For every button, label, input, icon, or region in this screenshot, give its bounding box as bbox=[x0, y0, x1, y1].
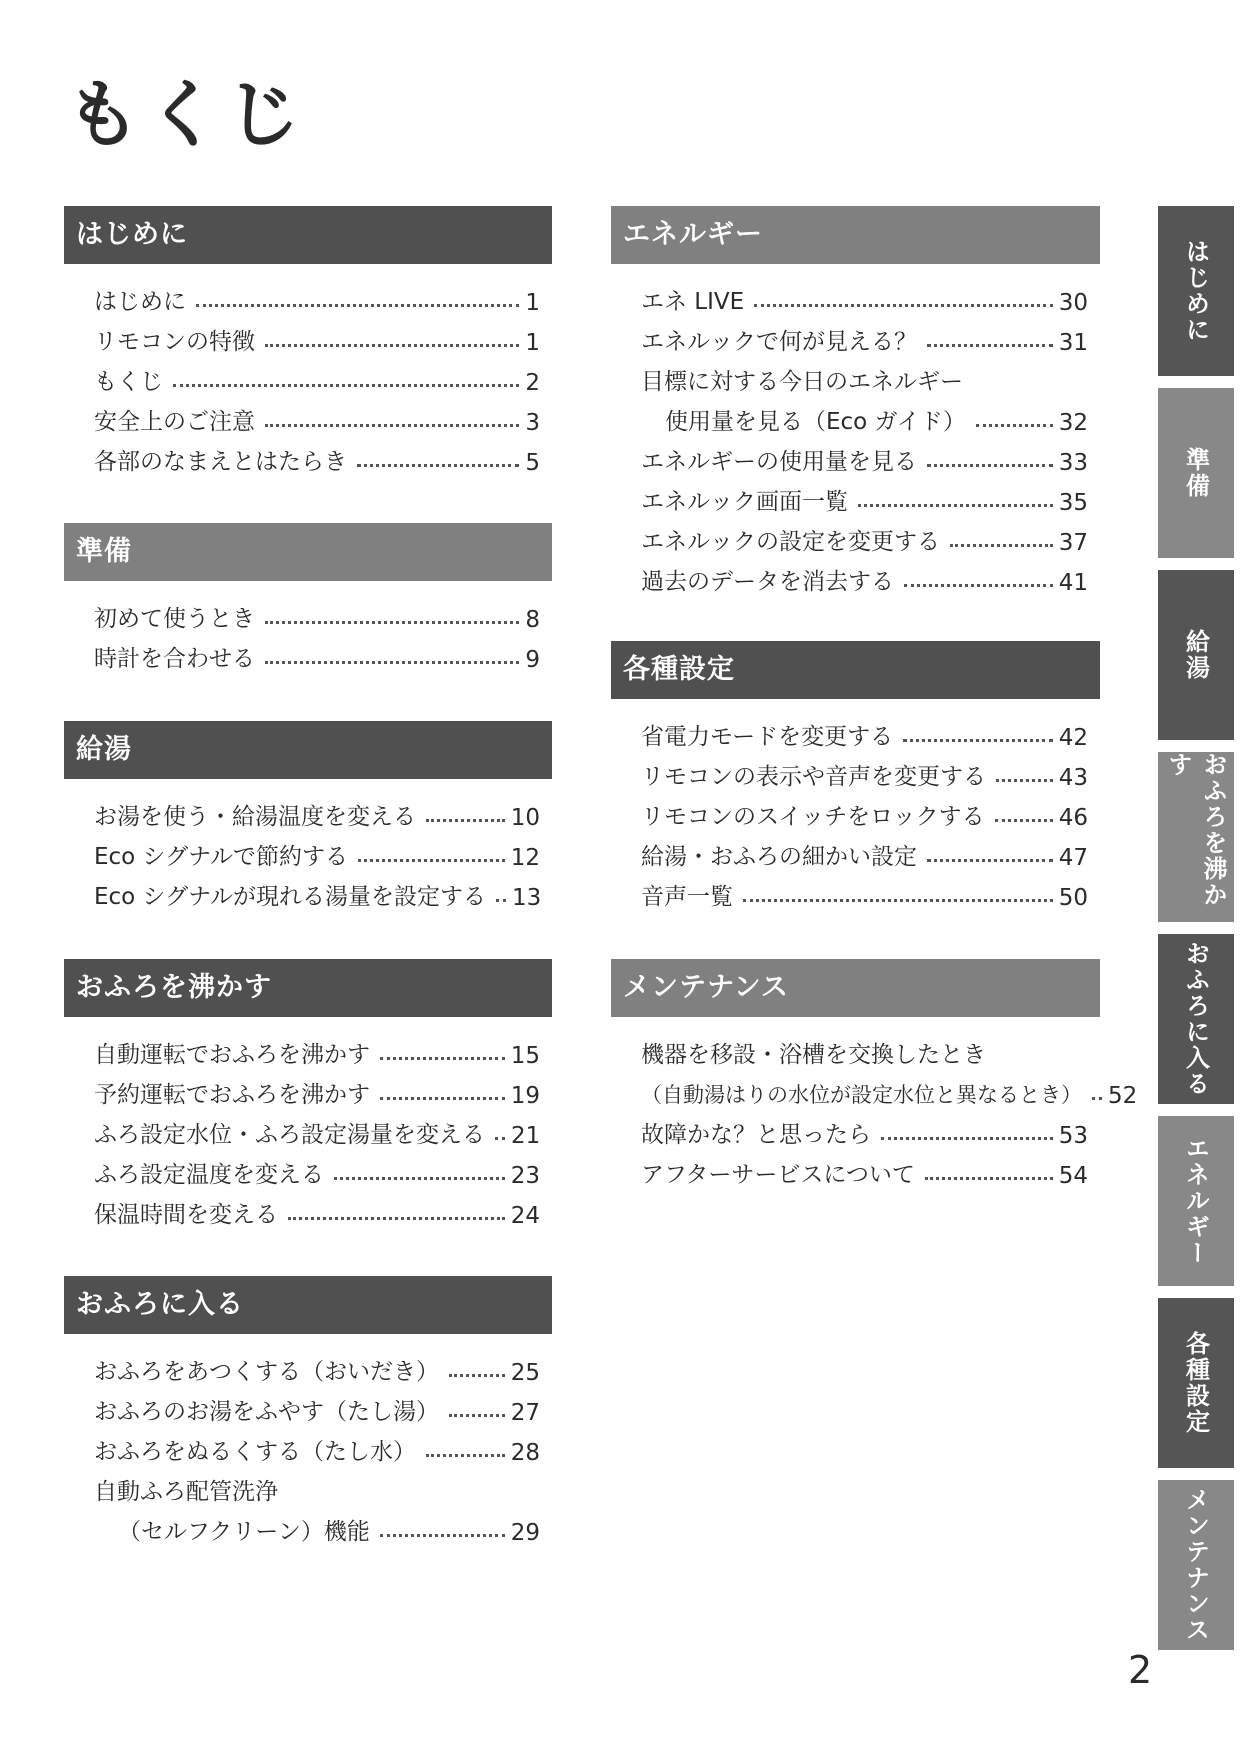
toc-entry[interactable] bbox=[64, 1346, 552, 1386]
toc-list bbox=[64, 1017, 552, 1229]
toc-entry[interactable] bbox=[64, 593, 552, 633]
tab-kyuto[interactable] bbox=[1158, 570, 1234, 740]
tab-label: 各種設定 bbox=[1181, 1331, 1210, 1435]
toc-label: リモコンの特徴 bbox=[94, 329, 255, 355]
tab-ofuro-wakasu[interactable] bbox=[1158, 752, 1234, 922]
leader-dots bbox=[996, 779, 1053, 782]
tab-ofuro-hairu[interactable] bbox=[1158, 934, 1234, 1104]
leader-dots bbox=[334, 1177, 505, 1180]
leader-dots bbox=[173, 384, 519, 387]
toc-label: （自動湯はりの水位が設定水位と異なるとき） bbox=[641, 1083, 1082, 1107]
toc-page: 47 bbox=[1058, 845, 1088, 871]
leader-dots bbox=[496, 899, 506, 902]
toc-label: おふろをあつくする（おいだき） bbox=[94, 1359, 439, 1385]
toc-label: 故障かな？と思ったら bbox=[641, 1122, 871, 1148]
toc-page: 31 bbox=[1058, 330, 1088, 356]
toc-entry[interactable] bbox=[611, 316, 1100, 356]
toc-entry[interactable] bbox=[611, 871, 1100, 911]
leader-dots bbox=[358, 859, 505, 862]
toc-page: 28 bbox=[510, 1440, 540, 1466]
toc-entry[interactable] bbox=[611, 791, 1100, 831]
toc-label: 目標に対する今日のエネルギー bbox=[641, 369, 963, 395]
toc-page: 46 bbox=[1058, 805, 1088, 831]
section-header: メンテナンス bbox=[611, 959, 1100, 1017]
toc-entry[interactable] bbox=[611, 516, 1100, 556]
page-number: 2 bbox=[1128, 1648, 1153, 1692]
leader-dots bbox=[754, 304, 1053, 307]
toc-entry[interactable] bbox=[64, 356, 552, 396]
leader-dots bbox=[1092, 1097, 1102, 1100]
leader-dots bbox=[927, 344, 1053, 347]
toc-page: 30 bbox=[1058, 290, 1088, 316]
toc-entry[interactable] bbox=[611, 831, 1100, 871]
tab-label: 準備 bbox=[1181, 447, 1210, 499]
toc-page: 5 bbox=[525, 450, 540, 476]
toc-entry[interactable] bbox=[64, 1029, 552, 1069]
section-header: おふろに入る bbox=[64, 1276, 552, 1334]
toc-label: （セルフクリーン）機能 bbox=[118, 1519, 370, 1545]
section-header: おふろを沸かす bbox=[64, 959, 552, 1017]
toc-label: おふろのお湯をふやす（たし湯） bbox=[94, 1399, 439, 1425]
leader-dots bbox=[903, 739, 1053, 742]
toc-label: お湯を使う・給湯温度を変える bbox=[94, 804, 416, 830]
toc-label: エネルギーの使用量を見る bbox=[641, 449, 917, 475]
toc-label: おふろをぬるくする（たし水） bbox=[94, 1439, 416, 1465]
leader-dots bbox=[976, 424, 1053, 427]
toc-entry[interactable] bbox=[64, 633, 552, 673]
toc-entry[interactable] bbox=[611, 396, 1100, 436]
toc-page: 15 bbox=[510, 1043, 540, 1069]
toc-entry[interactable] bbox=[611, 711, 1100, 751]
toc-label: ふろ設定温度を変える bbox=[94, 1162, 324, 1188]
toc-label: 給湯・おふろの細かい設定 bbox=[641, 844, 917, 870]
toc-label: 自動ふろ配管洗浄 bbox=[94, 1479, 278, 1505]
toc-label: アフターサービスについて bbox=[641, 1162, 915, 1188]
toc-page: 12 bbox=[510, 845, 540, 871]
tab-maintenance[interactable] bbox=[1158, 1480, 1234, 1650]
toc-label: エネルック画面一覧 bbox=[641, 489, 848, 515]
section-kyuto bbox=[64, 721, 552, 911]
toc-entry[interactable] bbox=[64, 1149, 552, 1189]
toc-entry[interactable] bbox=[64, 871, 552, 911]
toc-page: 24 bbox=[510, 1203, 540, 1229]
leader-dots bbox=[426, 1454, 505, 1457]
toc-page: 37 bbox=[1058, 530, 1088, 556]
toc-label: エネルックの設定を変更する bbox=[641, 529, 940, 555]
page-title: もくじ bbox=[66, 72, 306, 158]
toc-page: 2 bbox=[525, 370, 540, 396]
toc-label: Eco シグナルが現れる湯量を設定する bbox=[94, 884, 486, 910]
section-ofuro-wakasu bbox=[64, 959, 552, 1229]
tab-junbi[interactable] bbox=[1158, 388, 1234, 558]
toc-page: 1 bbox=[525, 330, 540, 356]
toc-page: 52 bbox=[1108, 1083, 1138, 1109]
leader-dots bbox=[995, 819, 1053, 822]
toc-entry[interactable] bbox=[611, 1149, 1100, 1189]
toc-entry[interactable] bbox=[64, 396, 552, 436]
section-header: はじめに bbox=[64, 206, 552, 264]
toc-label: エネルックで何が見える？ bbox=[641, 329, 917, 355]
toc-page: 54 bbox=[1058, 1163, 1088, 1189]
toc-page: 42 bbox=[1058, 725, 1088, 751]
toc-label: もくじ bbox=[94, 369, 163, 395]
toc-page: 8 bbox=[525, 607, 540, 633]
toc-list bbox=[64, 1334, 552, 1546]
tab-label: はじめに bbox=[1181, 239, 1210, 343]
toc-label: ふろ設定水位・ふろ設定湯量を変える bbox=[94, 1122, 485, 1148]
toc-entry[interactable] bbox=[64, 791, 552, 831]
section-hajimeni bbox=[64, 206, 552, 476]
toc-page: 3 bbox=[525, 410, 540, 436]
toc-label: 時計を合わせる bbox=[94, 646, 255, 672]
toc-entry[interactable] bbox=[611, 276, 1100, 316]
toc-label: エネ LIVE bbox=[641, 289, 745, 315]
tab-label: エネルギー bbox=[1181, 1136, 1210, 1266]
leader-dots bbox=[265, 344, 519, 347]
leader-dots bbox=[904, 584, 1053, 587]
leader-dots bbox=[950, 544, 1053, 547]
section-header: 給湯 bbox=[64, 721, 552, 779]
toc-entry[interactable] bbox=[611, 556, 1100, 596]
leader-dots bbox=[380, 1534, 505, 1537]
tab-label: おふろを沸かす bbox=[1164, 752, 1227, 908]
toc-page: 19 bbox=[510, 1083, 540, 1109]
toc-entry[interactable] bbox=[611, 751, 1100, 791]
tab-settings[interactable] bbox=[1158, 1298, 1234, 1468]
leader-dots bbox=[426, 819, 505, 822]
toc-entry[interactable] bbox=[611, 436, 1100, 476]
toc-entry[interactable] bbox=[64, 1426, 552, 1466]
leader-dots bbox=[927, 464, 1053, 467]
toc-entry[interactable] bbox=[64, 1386, 552, 1426]
toc-entry[interactable] bbox=[611, 1069, 1138, 1109]
toc-page: 35 bbox=[1058, 490, 1088, 516]
toc-label: リモコンの表示や音声を変更する bbox=[641, 764, 986, 790]
toc-list bbox=[64, 581, 552, 673]
toc-entry[interactable] bbox=[611, 356, 1100, 396]
toc-page: 25 bbox=[510, 1360, 540, 1386]
toc-entry[interactable] bbox=[64, 316, 552, 356]
toc-entry[interactable] bbox=[611, 476, 1100, 516]
toc-page: 1 bbox=[525, 290, 540, 316]
toc-label: リモコンのスイッチをロックする bbox=[641, 804, 985, 830]
leader-dots bbox=[380, 1097, 505, 1100]
leader-dots bbox=[925, 1177, 1053, 1180]
toc-label: 音声一覧 bbox=[641, 884, 733, 910]
toc-entry[interactable] bbox=[611, 1029, 1100, 1069]
toc-label: はじめに bbox=[94, 289, 186, 315]
toc-entry[interactable] bbox=[64, 1189, 552, 1229]
leader-dots bbox=[495, 1137, 505, 1140]
toc-label: 省電力モードを変更する bbox=[641, 724, 894, 750]
toc-label: 使用量を見る（Eco ガイド） bbox=[665, 409, 966, 435]
toc-label: 保温時間を変える bbox=[94, 1202, 278, 1228]
toc-label: 自動運転でおふろを沸かす bbox=[94, 1042, 370, 1068]
toc-entry[interactable] bbox=[64, 831, 552, 871]
toc-label: 初めて使うとき bbox=[94, 606, 255, 632]
leader-dots bbox=[357, 464, 519, 467]
toc-entry[interactable] bbox=[64, 436, 552, 476]
section-maintenance bbox=[611, 959, 1138, 1189]
toc-page: 9 bbox=[525, 647, 540, 673]
toc-entry[interactable] bbox=[64, 1109, 552, 1149]
toc-page: 41 bbox=[1058, 570, 1088, 596]
toc-label: 安全上のご注意 bbox=[94, 409, 255, 435]
toc-entry[interactable] bbox=[64, 1466, 552, 1506]
leader-dots bbox=[265, 424, 519, 427]
leader-dots bbox=[380, 1057, 505, 1060]
toc-label: 機器を移設・浴槽を交換したとき bbox=[641, 1042, 986, 1068]
toc-list bbox=[64, 779, 552, 911]
toc-page: 13 bbox=[511, 885, 542, 911]
leader-dots bbox=[881, 1137, 1053, 1140]
toc-entry[interactable] bbox=[64, 276, 552, 316]
toc-page: 21 bbox=[511, 1123, 541, 1149]
section-ofuro-hairu bbox=[64, 1276, 552, 1546]
toc-page: 53 bbox=[1058, 1123, 1088, 1149]
toc-page: 50 bbox=[1058, 885, 1088, 911]
toc-page: 32 bbox=[1058, 410, 1088, 436]
leader-dots bbox=[743, 899, 1053, 902]
section-energy bbox=[611, 206, 1100, 596]
section-header: 各種設定 bbox=[611, 641, 1100, 699]
toc-label: 各部のなまえとはたらき bbox=[94, 449, 347, 475]
leader-dots bbox=[449, 1414, 505, 1417]
toc-list bbox=[64, 264, 552, 476]
toc-page: 27 bbox=[510, 1400, 540, 1426]
section-junbi bbox=[64, 523, 552, 673]
toc-page: 29 bbox=[510, 1520, 540, 1546]
toc-list bbox=[611, 1017, 1138, 1189]
tab-energy[interactable] bbox=[1158, 1116, 1234, 1286]
toc-page: 23 bbox=[510, 1163, 540, 1189]
toc-entry[interactable] bbox=[64, 1069, 552, 1109]
tab-hajimeni[interactable] bbox=[1158, 206, 1234, 376]
toc-entry[interactable] bbox=[611, 1109, 1100, 1149]
toc-entry[interactable] bbox=[64, 1506, 552, 1546]
tab-label: 給湯 bbox=[1181, 629, 1210, 681]
section-settings bbox=[611, 641, 1100, 911]
toc-page: 10 bbox=[510, 805, 540, 831]
leader-dots bbox=[265, 621, 519, 624]
section-header: エネルギー bbox=[611, 206, 1100, 264]
section-header: 準備 bbox=[64, 523, 552, 581]
toc-list bbox=[611, 264, 1100, 596]
toc-page: 43 bbox=[1058, 765, 1088, 791]
leader-dots bbox=[927, 859, 1053, 862]
toc-label: Eco シグナルで節約する bbox=[94, 844, 348, 870]
tab-label: おふろに入る bbox=[1181, 941, 1210, 1097]
toc-list bbox=[611, 699, 1100, 911]
tab-label: メンテナンス bbox=[1181, 1487, 1210, 1643]
toc-label: 過去のデータを消去する bbox=[641, 569, 894, 595]
toc-label: 予約運転でおふろを沸かす bbox=[94, 1082, 370, 1108]
leader-dots bbox=[449, 1374, 505, 1377]
leader-dots bbox=[288, 1217, 505, 1220]
leader-dots bbox=[265, 661, 519, 664]
leader-dots bbox=[196, 304, 519, 307]
toc-page: 33 bbox=[1058, 450, 1088, 476]
leader-dots bbox=[858, 504, 1053, 507]
